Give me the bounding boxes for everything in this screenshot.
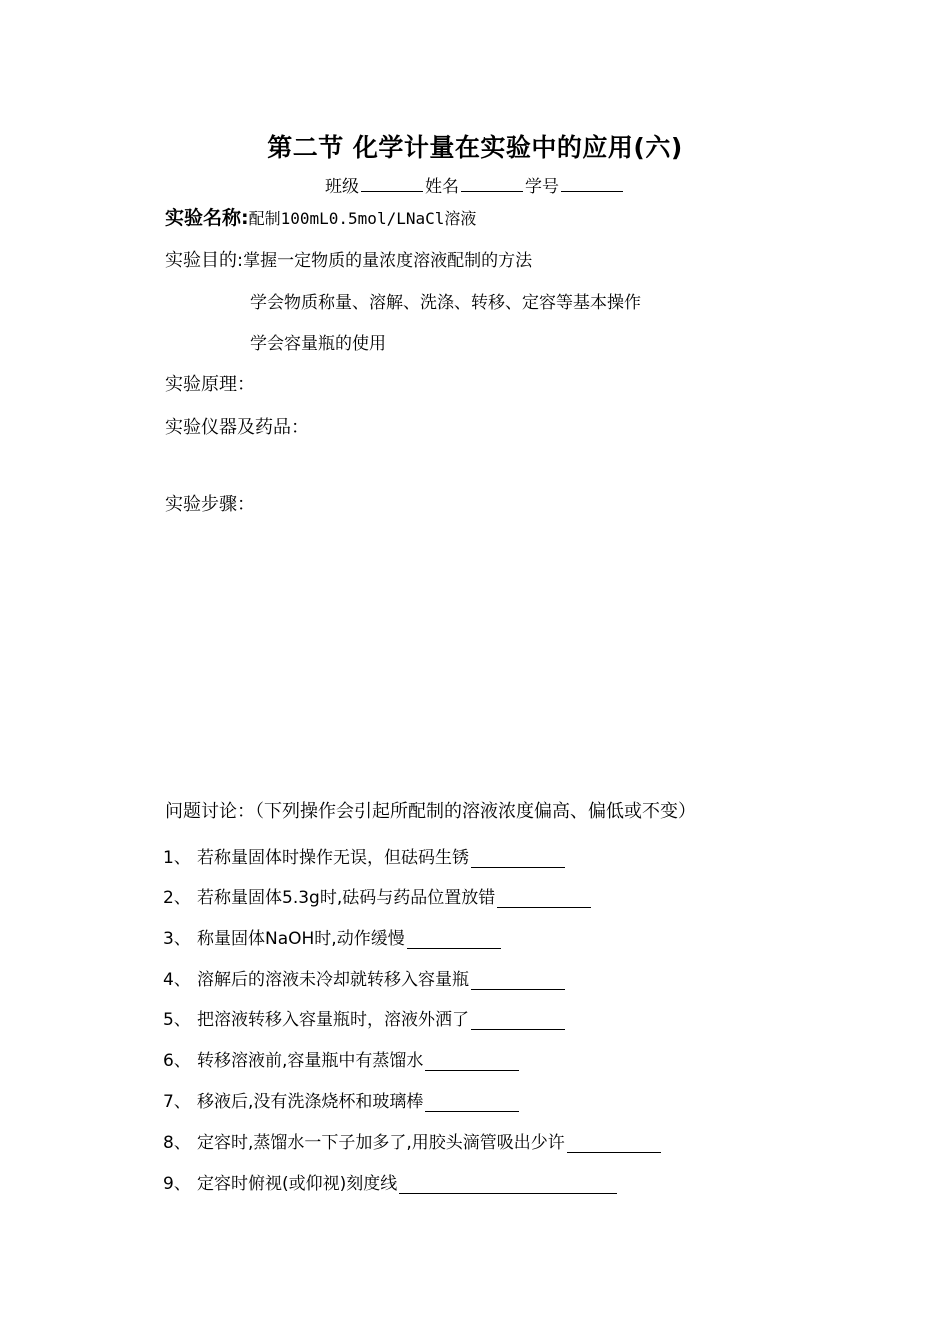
question-number: 7、 (163, 1092, 191, 1112)
question-number: 1、 (163, 848, 191, 868)
class-label: 班级 (325, 177, 359, 197)
purpose-item: 学会物质称量、溶解、洗涤、转移、定容等基本操作 (250, 293, 641, 313)
question-text: 溶解后的溶液未冷却就转移入容量瓶 (197, 970, 469, 990)
question-number: 5、 (163, 1010, 191, 1030)
experiment-name-row (165, 203, 476, 230)
experiment-principle-label: 实验原理： (165, 374, 255, 395)
answer-blank[interactable] (567, 1134, 661, 1153)
answer-blank[interactable] (471, 849, 565, 868)
apparatus-label: 实验仪器及药品： (165, 417, 309, 438)
student-id-field[interactable] (561, 175, 623, 192)
experiment-name-value: 配制100mL0.5mol/LNaCl溶液 (248, 209, 477, 228)
question-text: 定容时俯视(或仰视)刻度线 (197, 1174, 398, 1194)
purpose-item: 学会容量瓶的使用 (250, 334, 386, 354)
question-item (163, 1087, 519, 1112)
question-item (163, 1128, 661, 1153)
answer-blank[interactable] (471, 971, 565, 990)
purpose-item: 掌握一定物质的量浓度溶液配制的方法 (243, 251, 533, 271)
question-item (163, 843, 565, 868)
discussion-heading: 问题讨论：（下列操作会引起所配制的溶液浓度偏高、偏低或不变） (165, 801, 696, 822)
steps-label: 实验步骤： (165, 494, 255, 515)
answer-blank[interactable] (399, 1175, 617, 1194)
question-number: 8、 (163, 1133, 191, 1153)
experiment-name-label: 实验名称: (165, 207, 249, 229)
answer-blank[interactable] (425, 1052, 519, 1071)
question-item (163, 1005, 565, 1030)
answer-blank[interactable] (425, 1093, 519, 1112)
class-field[interactable] (361, 175, 423, 192)
answer-blank[interactable] (407, 930, 501, 949)
question-text: 定容时,蒸馏水一下子加多了,用胶头滴管吸出少许 (197, 1133, 565, 1153)
answer-blank[interactable] (497, 889, 591, 908)
answer-blank[interactable] (471, 1011, 565, 1030)
page-title: 第二节 化学计量在实验中的应用(六) (267, 133, 683, 162)
experiment-purpose-row (165, 246, 532, 272)
question-text: 若称量固体时操作无误，但砝码生锈 (197, 848, 469, 868)
question-item (163, 1046, 519, 1071)
name-field[interactable] (461, 175, 523, 192)
student-info-line (0, 172, 950, 197)
question-number: 4、 (163, 970, 191, 990)
question-text: 转移溶液前,容量瓶中有蒸馏水 (197, 1051, 424, 1071)
question-text: 移液后,没有洗涤烧杯和玻璃棒 (197, 1092, 424, 1112)
question-item (163, 924, 501, 949)
question-text: 称量固体NaOH时,动作缓慢 (197, 929, 405, 949)
student-id-label: 学号 (525, 177, 559, 197)
question-number: 2、 (163, 888, 191, 908)
question-item (163, 965, 565, 990)
question-number: 6、 (163, 1051, 191, 1071)
question-item (163, 1169, 617, 1194)
question-text: 若称量固体5.3g时,砝码与药品位置放错 (197, 888, 496, 908)
question-number: 9、 (163, 1174, 191, 1194)
name-label: 姓名 (425, 177, 459, 197)
experiment-purpose-label: 实验目的: (165, 250, 244, 271)
question-item (163, 883, 591, 908)
question-number: 3、 (163, 929, 191, 949)
question-text: 把溶液转移入容量瓶时，溶液外洒了 (197, 1010, 469, 1030)
